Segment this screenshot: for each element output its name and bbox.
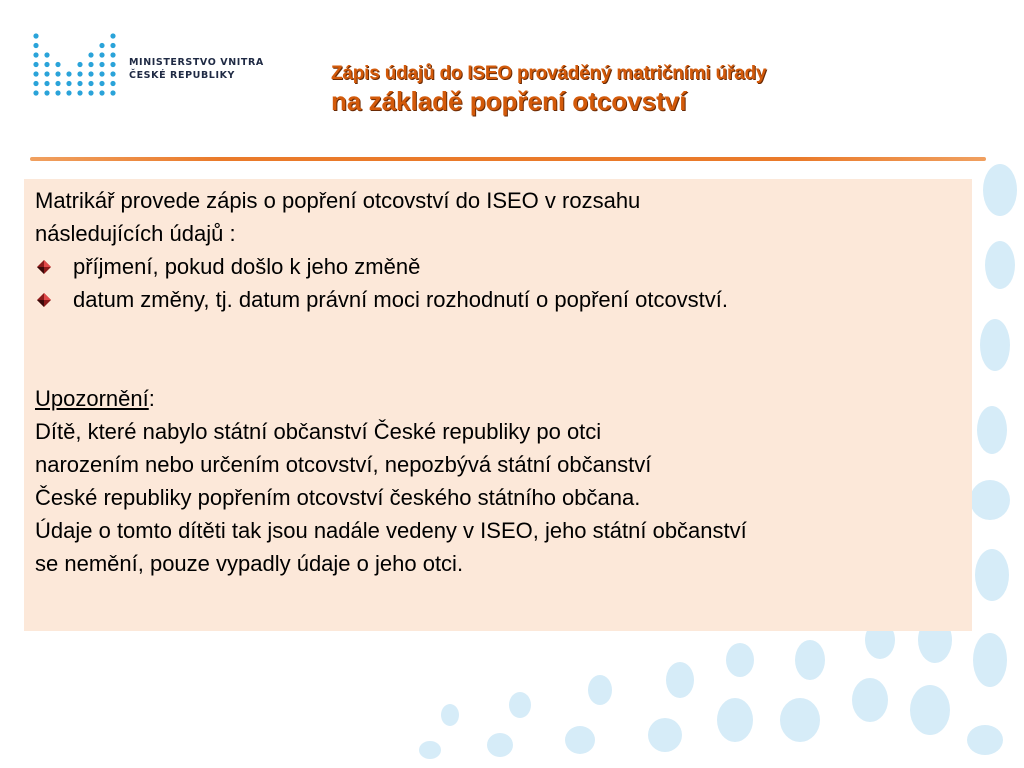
logo-dot: [44, 71, 49, 76]
logo-dot: [77, 81, 82, 86]
decorative-dot: [985, 241, 1015, 289]
notice-colon: :: [148, 386, 155, 411]
logo-dot: [44, 81, 49, 86]
decorative-dot: [910, 685, 950, 735]
slide-title: [331, 63, 766, 117]
logo-dot: [110, 52, 115, 57]
decorative-dot: [509, 692, 531, 718]
logo-dot: [110, 33, 115, 38]
decorative-dot: [795, 640, 825, 680]
bullet-text: datum změny, tj. datum právní moci rozhodnutí o popření otcovství.: [73, 287, 729, 312]
logo-dot: [55, 71, 60, 76]
orange-divider: [30, 157, 986, 161]
logo-dot-grid-icon: [33, 33, 123, 103]
logo-dot: [77, 90, 82, 95]
logo-text-line1: MINISTERSTVO VNITRA: [129, 57, 264, 68]
logo-dot: [88, 52, 93, 57]
logo-dot: [99, 43, 104, 48]
bullet-text: příjmení, pokud došlo k jeho změně: [73, 254, 421, 279]
intro-line2: následujících údajů :: [35, 221, 236, 246]
logo-dot: [77, 62, 82, 67]
logo-dot: [110, 71, 115, 76]
logo-dot: [110, 90, 115, 95]
decorative-dot: [726, 643, 754, 677]
logo-dot: [55, 81, 60, 86]
diamond-bullet-icon: [36, 259, 52, 275]
notice-line: narozením nebo určením otcovství, nepozbývá státní občanství: [35, 452, 652, 477]
logo-dot: [110, 81, 115, 86]
logo-dot: [110, 43, 115, 48]
logo-dot: [77, 71, 82, 76]
title-line2: na základě popření otcovství: [331, 86, 687, 116]
decorative-dot: [852, 678, 888, 722]
logo-dot: [66, 90, 71, 95]
logo-dot: [99, 90, 104, 95]
logo-dot: [33, 90, 38, 95]
intro-line1: Matrikář provede zápis o popření otcovství do ISEO v rozsahu: [35, 188, 641, 213]
bullet-item: [35, 250, 975, 283]
logo-dot: [33, 71, 38, 76]
decorative-dot: [980, 319, 1010, 371]
notice-line: Údaje o tomto dítěti tak jsou nadále vedeny v ISEO, jeho státní občanství: [35, 518, 747, 543]
slide-body: [35, 184, 975, 580]
decorative-dot: [977, 406, 1007, 454]
title-line1: Zápis údajů do ISEO prováděný matričními úřady: [331, 63, 767, 84]
decorative-dot: [588, 675, 612, 705]
notice-heading: [35, 382, 975, 415]
logo-text-line2: ČESKÉ REPUBLIKY: [129, 70, 236, 81]
decorative-dot: [717, 698, 753, 742]
decorative-dot: [970, 480, 1010, 520]
decorative-dot: [487, 733, 513, 757]
notice-label: Upozornění: [35, 386, 149, 411]
logo-dot: [88, 62, 93, 67]
decorative-dot: [780, 698, 820, 742]
decorative-dot: [666, 662, 694, 698]
decorative-dot: [648, 718, 682, 752]
logo-dot: [88, 81, 93, 86]
logo-dot: [44, 62, 49, 67]
diamond-bullet-icon: [36, 292, 52, 308]
decorative-dot: [983, 164, 1017, 216]
logo-dot: [99, 81, 104, 86]
logo-dot: [44, 52, 49, 57]
bullet-item: [35, 283, 975, 316]
notice-line: se nemění, pouze vypadly údaje o jeho otci.: [35, 551, 464, 576]
logo-dot: [55, 90, 60, 95]
logo-dot: [99, 62, 104, 67]
logo-dot: [33, 81, 38, 86]
decorative-dot: [441, 704, 459, 726]
logo-dot: [66, 81, 71, 86]
decorative-dot: [565, 726, 595, 754]
logo-dot: [55, 62, 60, 67]
notice-line: České republiky popřením otcovství českého státního občana.: [35, 485, 641, 510]
logo-dot: [99, 71, 104, 76]
ministry-logo: [33, 33, 273, 103]
decorative-dot: [975, 549, 1009, 601]
logo-dot: [33, 62, 38, 67]
logo-dot: [88, 90, 93, 95]
logo-dot: [33, 52, 38, 57]
logo-dot: [88, 71, 93, 76]
logo-dot: [99, 52, 104, 57]
logo-dot: [66, 71, 71, 76]
decorative-dot: [973, 633, 1007, 687]
logo-text: [129, 56, 264, 82]
logo-dot: [33, 33, 38, 38]
notice-line: Dítě, které nabylo státní občanství České republiky po otci: [35, 419, 602, 444]
logo-dot: [33, 43, 38, 48]
decorative-dot: [419, 741, 441, 759]
logo-dot: [44, 90, 49, 95]
logo-dot: [110, 62, 115, 67]
decorative-dot: [967, 725, 1003, 755]
